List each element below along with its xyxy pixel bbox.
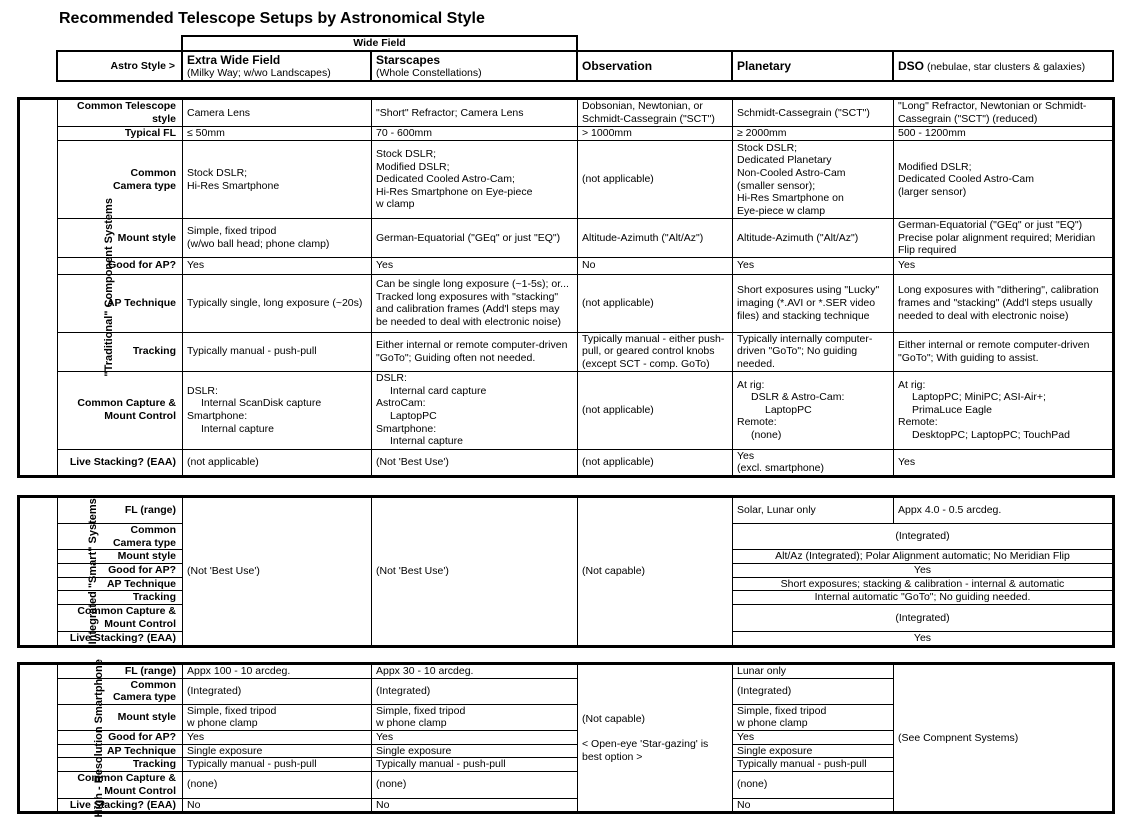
row-label: AP Technique [58,274,183,332]
cell-dso: Yes [894,257,1114,274]
cell-observation [578,371,733,449]
cell-dso: Either internal or remote computer-driven "GoTo"; With guiding to assist. [894,332,1114,371]
row-label: Common Camera type [58,141,183,219]
group-label-smartphone-text: High - Resolution Smartphone [92,659,105,818]
table-row [19,274,1114,332]
cell-planetary: (none) [733,771,894,798]
cell-line: Remote: [737,416,777,429]
table-row [19,127,1114,141]
cell-starscapes: Stock DSLR; Modified DSLR; Dedicated Cooled Astro-Cam; Hi-Res Smartphone on Eye-piece w clamp [372,141,578,219]
group-label-traditional [19,99,115,477]
wide-field-label: Wide Field [182,36,577,51]
row-label: Common Capture & Mount Control [58,771,183,798]
row-label: Good for AP? [58,257,183,274]
cell-line: DSLR: [376,372,407,385]
cell-dso: (See Compnent Systems) [894,664,1114,813]
smartphone-systems-table [17,659,1115,818]
cell-observation: > 1000mm [578,127,733,141]
cell-starscapes: Simple, fixed tripod w phone clamp [372,704,578,730]
cell-starscapes: Appx 30 - 10 arcdeg. [372,664,578,679]
cell-extra-wide-field: Appx 100 - 10 arcdeg. [183,664,372,679]
cell-line: AstroCam: [376,397,426,410]
cell-starscapes: Yes [372,257,578,274]
style-header [56,35,1114,82]
row-label: Common Camera type [58,678,183,704]
merged-cell: Short exposures; stacking & calibration - internal & automatic [733,577,1114,591]
cell-extra-wide-field: No [183,798,372,813]
cell-observation: No [578,257,733,274]
table-row [19,449,1114,476]
cell-extra-wide-field: Simple, fixed tripod w phone clamp [183,704,372,730]
cell-starscapes: German-Equatorial ("GEq" or just "EQ") [372,219,578,258]
table-row [19,371,1114,449]
cell-observation: (not applicable) [578,274,733,332]
col-header-starscapes: Starscapes (Whole Constellations) [371,51,577,81]
cell-planetary: Yes [733,257,894,274]
cell-planetary: Typically internally computer- driven "GoTo"; No guiding needed. [733,332,894,371]
cell-line: Internal ScanDisk capture [201,397,322,410]
col-header-extra-wide-field: Extra Wide Field (Milky Way; w/wo Landscapes) [182,51,371,81]
cell-extra-wide-field: Typically single, long exposure (~20s) [183,274,372,332]
cell-extra-wide-field: Yes [183,257,372,274]
merged-cell: Yes [733,564,1114,578]
cell-planetary: Lunar only [733,664,894,679]
cell-dso: Yes [894,449,1114,476]
cell-extra-wide-field: Stock DSLR; Hi-Res Smartphone [183,141,372,219]
col-header-planetary: Planetary [732,51,893,81]
cell-observation: Dobsonian, Newtonian, or Schmidt-Cassegrain ("SCT") [578,99,733,127]
cell-planetary: Short exposures using "Lucky" imaging (*.AVI or *.SER video files) and stacking technique [733,274,894,332]
row-label: Good for AP? [58,564,183,578]
table-row [19,664,1114,679]
row-label: Tracking [58,591,183,605]
cell-observation: (not applicable) [578,449,733,476]
cell-line: (not applicable) [582,403,654,416]
cell-line: DSLR & Astro-Cam: [751,391,845,404]
row-label: Tracking [58,758,183,772]
cell-line: LaptopPC [390,410,437,423]
cell-line: PrimaLuce Eagle [912,403,992,416]
row-label: Common Camera type [58,524,183,550]
row-label: Mount style [58,550,183,564]
cell-starscapes: (none) [372,771,578,798]
astro-style-label: Astro Style > [57,51,182,81]
cell-line: DesktopPC; LaptopPC; TouchPad [912,428,1070,441]
cell-observation: (Not capable) < Open-eye 'Star-gazing' is best option > [578,664,733,813]
col-header-dso: DSO (nebulae, star clusters & galaxies) [893,51,1113,81]
cell-planetary: (Integrated) [733,678,894,704]
cell-extra-wide-field: (none) [183,771,372,798]
row-label: Live Stacking? (EAA) [58,631,183,646]
cell-starscapes: Either internal or remote computer-driven "GoTo"; Guiding often not needed. [372,332,578,371]
row-label: AP Technique [58,577,183,591]
row-label: Live Stacking? (EAA) [58,798,183,813]
cell-observation: Typically manual - either push- pull, or geared control knobs (except SCT - comp. GoTo) [578,332,733,371]
row-label: Tracking [58,332,183,371]
row-label: Common Capture & Mount Control [58,604,183,631]
cell-starscapes: Can be single long exposure (~1-5s); or... Tracked long exposures with "stacking" and calibration frames (Add'l steps may be needed to deal with electronic noise) [372,274,578,332]
cell-planetary: Yes (excl. smartphone) [733,449,894,476]
cell-line: Remote: [898,416,938,429]
cell-starscapes: (Integrated) [372,678,578,704]
row-label: Mount style [58,219,183,258]
cell-planetary: Stock DSLR; Dedicated Planetary Non-Cooled Astro-Cam (smaller sensor); Hi-Res Smartphone on Eye-piece w clamp [733,141,894,219]
cell-line: Internal capture [201,422,274,435]
merged-cell: Yes [733,631,1114,646]
cell-starscapes: No [372,798,578,813]
cell-dso: 500 - 1200mm [894,127,1114,141]
cell-dso: Long exposures with "dithering", calibration frames and "stacking" (Add'l steps usually needed to deal with electronic noise) [894,274,1114,332]
cell-extra-wide-field: ≤ 50mm [183,127,372,141]
cell-observation: (Not capable) [578,497,733,647]
cell-dso: Modified DSLR; Dedicated Cooled Astro-Cam (larger sensor) [894,141,1114,219]
row-label: Live Stacking? (EAA) [58,449,183,476]
table-row [19,99,1114,127]
cell-line: Internal capture [390,435,463,448]
cell-planetary: Simple, fixed tripod w phone clamp [733,704,894,730]
cell-starscapes: 70 - 600mm [372,127,578,141]
row-label: FL (range) [58,664,183,679]
cell-line: Smartphone: [187,410,248,423]
cell-starscapes [372,371,578,449]
cell-extra-wide-field: Typically manual - push-pull [183,332,372,371]
row-label: Mount style [58,704,183,730]
table-row [19,257,1114,274]
cell-extra-wide-field: Single exposure [183,744,372,758]
group-label-traditional-text: "Traditional" Component Systems [102,198,115,377]
cell-dso: German-Equatorial ("GEq" or just "EQ") Precise polar alignment required; Meridian Flip required [894,219,1114,258]
group-label-integrated-text: Integrated "Smart" Systems [86,498,99,645]
row-label: Typical FL [58,127,183,141]
table-row [19,332,1114,371]
row-label: AP Technique [58,744,183,758]
cell-planetary: Single exposure [733,744,894,758]
cell-extra-wide-field: Typically manual - push-pull [183,758,372,772]
cell-planetary: Typically manual - push-pull [733,758,894,772]
cell-starscapes: Yes [372,730,578,744]
cell-line: (none) [751,428,782,441]
cell-line: At rig: [737,378,765,391]
col-header-observation: Observation [577,51,732,81]
row-label: Common Capture & Mount Control [58,371,183,449]
cell-line: LaptopPC; MiniPC; ASI-Air+; [912,391,1046,404]
row-label: FL (range) [58,497,183,524]
cell-starscapes: Single exposure [372,744,578,758]
cell-extra-wide-field: Yes [183,730,372,744]
page-title: Recommended Telescope Setups by Astronomical Style [59,10,485,27]
cell-extra-wide-field: Simple, fixed tripod (w/wo ball head; phone clamp) [183,219,372,258]
cell-extra-wide-field: (Integrated) [183,678,372,704]
cell-planetary: Altitude-Azimuth ("Alt/Az") [733,219,894,258]
cell-starscapes: (Not 'Best Use') [372,497,578,647]
cell-extra-wide-field: (Not 'Best Use') [183,497,372,647]
cell-observation: (not applicable) [578,141,733,219]
cell-starscapes: Typically manual - push-pull [372,758,578,772]
merged-cell: Internal automatic "GoTo"; No guiding needed. [733,591,1114,605]
cell-line: LaptopPC [765,403,812,416]
table-row [19,219,1114,258]
table-row [19,497,1114,524]
merged-cell: Alt/Az (Integrated); Polar Alignment automatic; No Meridian Flip [733,550,1114,564]
cell-starscapes: "Short" Refractor; Camera Lens [372,99,578,127]
row-label: Good for AP? [58,730,183,744]
integrated-systems-table [17,495,1115,648]
cell-dso [894,371,1114,449]
merged-cell: (Integrated) [733,604,1114,631]
cell-observation: Altitude-Azimuth ("Alt/Az") [578,219,733,258]
cell-planetary: Yes [733,730,894,744]
group-label-smartphone [19,659,105,818]
cell-line: Internal card capture [390,384,487,397]
cell-extra-wide-field: (not applicable) [183,449,372,476]
group-label-integrated [19,497,99,647]
cell-line: DSLR: [187,384,218,397]
row-label: Common Telescope style [58,99,183,127]
cell-planetary: ≥ 2000mm [733,127,894,141]
merged-cell: (Integrated) [733,524,1114,550]
cell-line: Smartphone: [376,422,437,435]
cell-extra-wide-field [183,371,372,449]
cell-extra-wide-field: Camera Lens [183,99,372,127]
cell-line: At rig: [898,378,926,391]
cell-dso: "Long" Refractor, Newtonian or Schmidt- Cassegrain ("SCT") (reduced) [894,99,1114,127]
table-row [19,141,1114,219]
cell-planetary [733,371,894,449]
traditional-systems-table [17,97,1115,478]
cell-planetary: Schmidt-Cassegrain ("SCT") [733,99,894,127]
cell-planetary: Solar, Lunar only [733,497,894,524]
cell-planetary: No [733,798,894,813]
cell-dso: Appx 4.0 - 0.5 arcdeg. [894,497,1114,524]
cell-starscapes: (Not 'Best Use') [372,449,578,476]
